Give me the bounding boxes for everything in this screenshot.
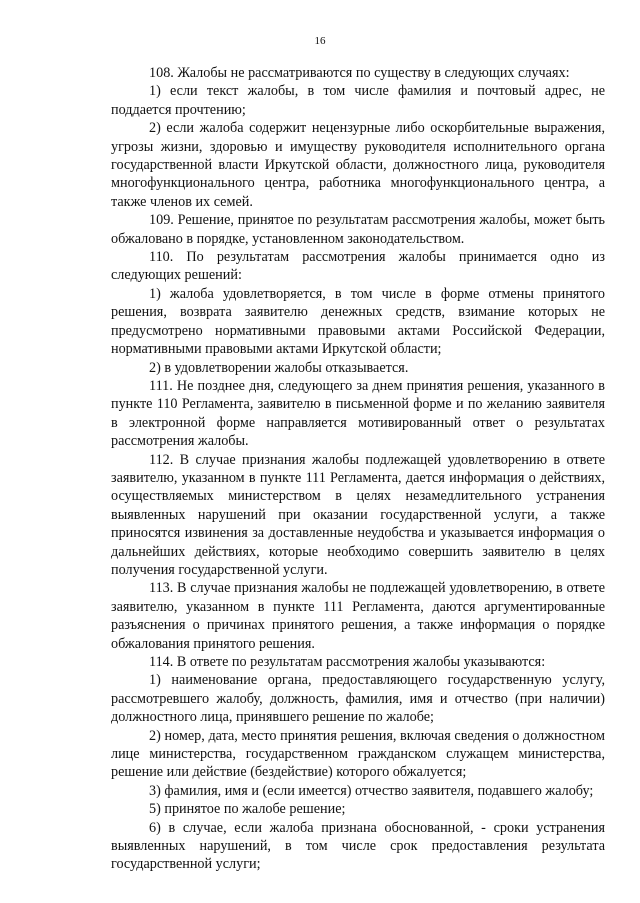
paragraph-114-item-2: 2) номер, дата, место принятия решения, включая сведения о должностном лице министерства, государственном гражданском служащем министерства, решение или действие (бездействие) которого обжалуется; — [111, 727, 605, 781]
paragraph-114-item-6: 6) в случае, если жалоба признана обоснованной, - сроки устранения выявленных нарушений, в том числе срок предоставления результата государственной услуги; — [111, 819, 605, 873]
document-body — [111, 64, 605, 874]
paragraph-108-item-1: 1) если текст жалобы, в том числе фамилия и почтовый адрес, не поддается прочтению; — [111, 83, 605, 118]
paragraph-114-item-3: 3) фамилия, имя и (если имеется) отчество заявителя, подавшего жалобу; — [149, 782, 594, 799]
paragraph-113: 113. В случае признания жалобы не подлежащей удовлетворению, в ответе заявителю, указанном в пункте 111 Регламента, даются аргументированные разъяснения о причинах принятого решения, а также информация о порядке обжалования принятого решения. — [111, 580, 605, 652]
paragraph-109: 109. Решение, принятое по результатам рассмотрения жалобы, может быть обжаловано в порядке, установленном законодательством. — [111, 212, 605, 247]
paragraph-108-item-2: 2) если жалоба содержит нецензурные либо оскорбительные выражения, угрозы жизни, здоровью и имуществу руководителя исполнительного органа государственной власти Иркутской области, должностного лица, руководителя многофункционального центра, работника многофункционального центра, а также членов их семей. — [111, 120, 605, 210]
paragraph-111: 111. Не позднее дня, следующего за днем принятия решения, указанного в пункте 110 Регламента, заявителю в письменной форме и по желанию заявителя в электронной форме направляется мотивированный ответ о результатах рассмотрения жалобы. — [111, 377, 605, 450]
paragraph-114: 114. В ответе по результатам рассмотрения жалобы указываются: — [149, 654, 546, 670]
paragraph-108: 108. Жалобы не рассматриваются по существу в следующих случаях: — [149, 65, 570, 81]
paragraph-110-item-2: 2) в удовлетворении жалобы отказывается. — [149, 359, 409, 376]
paragraph-114-item-5: 5) принятое по жалобе решение; — [149, 801, 346, 818]
paragraph-110: 110. По результатам рассмотрения жалобы принимается одно из следующих решений: — [111, 249, 605, 284]
paragraph-110-item-1: 1) жалоба удовлетворяется, в том числе в форме отмены принятого решения, возврата заявителю денежных средств, взимание которых не предусмотрено нормативными правовыми актами Российской Федерации, нормативными правовыми актами Иркутской области; — [111, 285, 605, 358]
page-number: 16 — [314, 35, 326, 47]
paragraph-114-item-1: 1) наименование органа, предоставляющего государственную услугу, рассмотревшего жалобу, должность, фамилия, имя и отчество (при наличии) должностного лица, принявшего решение по жалобе; — [111, 672, 605, 726]
paragraph-112: 112. В случае признания жалобы подлежащей удовлетворению в ответе заявителю, указанном в пункте 111 Регламента, дается информация о действиях, осуществляемых министерством в целях незамедлительного устранения выявленных нарушений при оказании государственной услуги, а также приносятся извинения за доставленные неудобства и указывается информация о дальнейших действиях, которые необходимо совершить заявителю в целях получения государственной услуги. — [111, 451, 605, 578]
